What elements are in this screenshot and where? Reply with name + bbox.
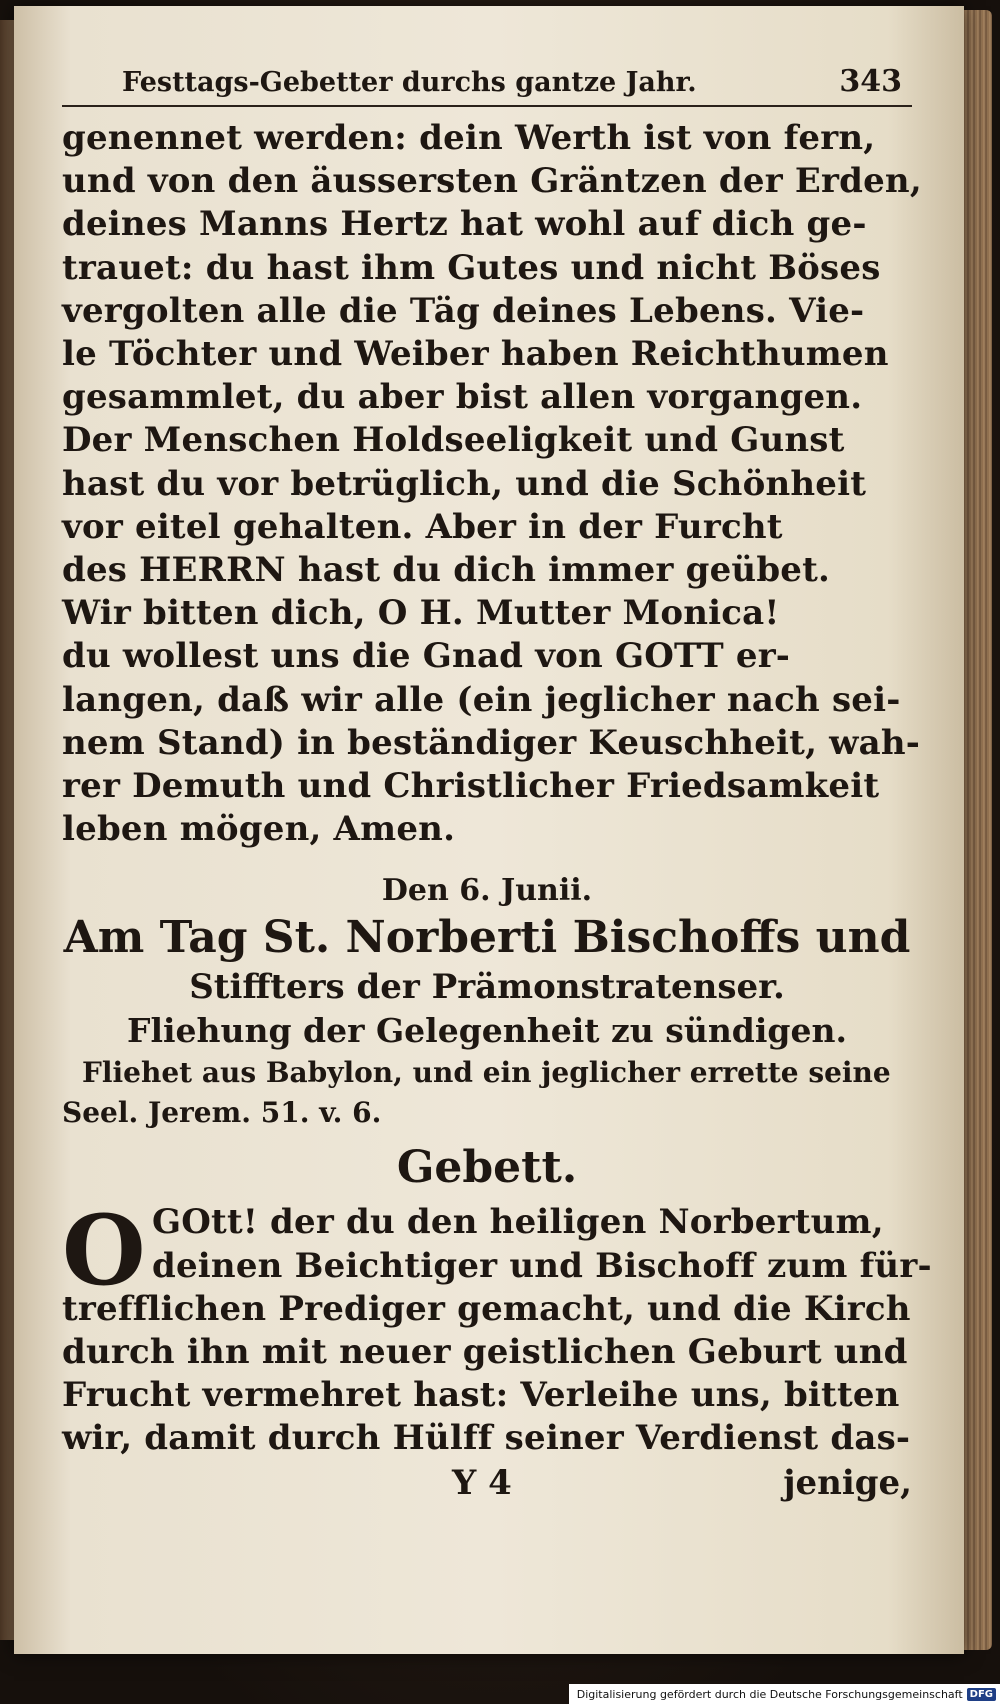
section-date: Den 6. Junii. bbox=[381, 873, 593, 909]
drop-cap: O bbox=[62, 1194, 146, 1308]
prayer-line: deinen Beichtiger und Bischoff zum für- bbox=[152, 1245, 932, 1286]
text-line: hast du vor betrüglich, und die Schönheit bbox=[62, 463, 867, 504]
dfg-logo-icon: DFG bbox=[967, 1688, 996, 1701]
text-line: leben mögen, Amen. bbox=[62, 809, 456, 850]
prayer-line: Frucht vermehret hast: Verleihe uns, bitten bbox=[62, 1375, 900, 1416]
page-number: 343 bbox=[839, 64, 902, 99]
text-line: nem Stand) in beständiger Keuschheit, wah- bbox=[62, 722, 921, 763]
prayer-title: Gebett. bbox=[396, 1142, 578, 1194]
text-line: du wollest uns die Gnad von GOTT er- bbox=[62, 636, 791, 677]
digitization-credit bbox=[569, 1684, 1000, 1704]
scripture-quote-line1: Fliehet aus Babylon, und ein jeglicher errette seine bbox=[82, 1056, 891, 1090]
prayer-text bbox=[62, 1194, 932, 1460]
text-line: vor eitel gehalten. Aber in der Furcht bbox=[62, 506, 783, 547]
prayer-line: trefflichen Prediger gemacht, und die Kirch bbox=[62, 1288, 911, 1329]
text-line: Wir bitten dich, O H. Mutter Monica! bbox=[62, 593, 780, 634]
text-line: trauet: du hast ihm Gutes und nicht Böses bbox=[62, 247, 881, 288]
text-line: gesammlet, du aber bist allen vorgangen. bbox=[62, 377, 863, 418]
text-line: le Töchter und Weiber haben Reichthumen bbox=[62, 334, 889, 375]
text-line: langen, daß wir alle (ein jeglicher nach sei- bbox=[62, 679, 901, 720]
signature-mark: Y 4 bbox=[452, 1462, 512, 1503]
running-header bbox=[62, 64, 912, 107]
text-line: deines Manns Hertz hat wohl auf dich ge- bbox=[62, 204, 867, 245]
scripture-quote-line2: Seel. Jerem. 51. v. 6. bbox=[62, 1096, 382, 1130]
text-line: des HERRN hast du dich immer geübet. bbox=[62, 550, 831, 591]
section-title-line1: Am Tag St. Norberti Bischoffs und bbox=[63, 912, 911, 964]
page-text bbox=[62, 64, 932, 1505]
body-text bbox=[62, 117, 922, 851]
running-title: Festtags-Gebetter durchs gantze Jahr. bbox=[122, 67, 697, 98]
prayer-first-line: GOtt! der du den heiligen Norbertum, bbox=[152, 1202, 884, 1243]
text-line: und von den äussersten Gräntzen der Erden, bbox=[62, 161, 922, 202]
section-subtitle: Fliehung der Gelegenheit zu sündigen. bbox=[127, 1011, 847, 1051]
credit-text: Digitalisierung gefördert durch die Deutsche Forschungsgemeinschaft bbox=[576, 1687, 963, 1701]
section-title-line2: Stiffters der Prämonstratenser. bbox=[189, 967, 785, 1008]
page-footer bbox=[62, 1461, 912, 1505]
text-line: genennet werden: dein Werth ist von fern, bbox=[62, 118, 876, 158]
text-line: Der Menschen Holdseeligkeit und Gunst bbox=[62, 420, 845, 461]
prayer-line: wir, damit durch Hülff seiner Verdienst das- bbox=[62, 1418, 911, 1459]
text-line: rer Demuth und Christlicher Friedsamkeit bbox=[62, 766, 880, 807]
prayer-line: durch ihn mit neuer geistlichen Geburt und bbox=[62, 1332, 908, 1373]
catchword: jenige, bbox=[783, 1462, 912, 1503]
text-line: vergolten alle die Täg deines Lebens. Vie- bbox=[62, 290, 865, 331]
